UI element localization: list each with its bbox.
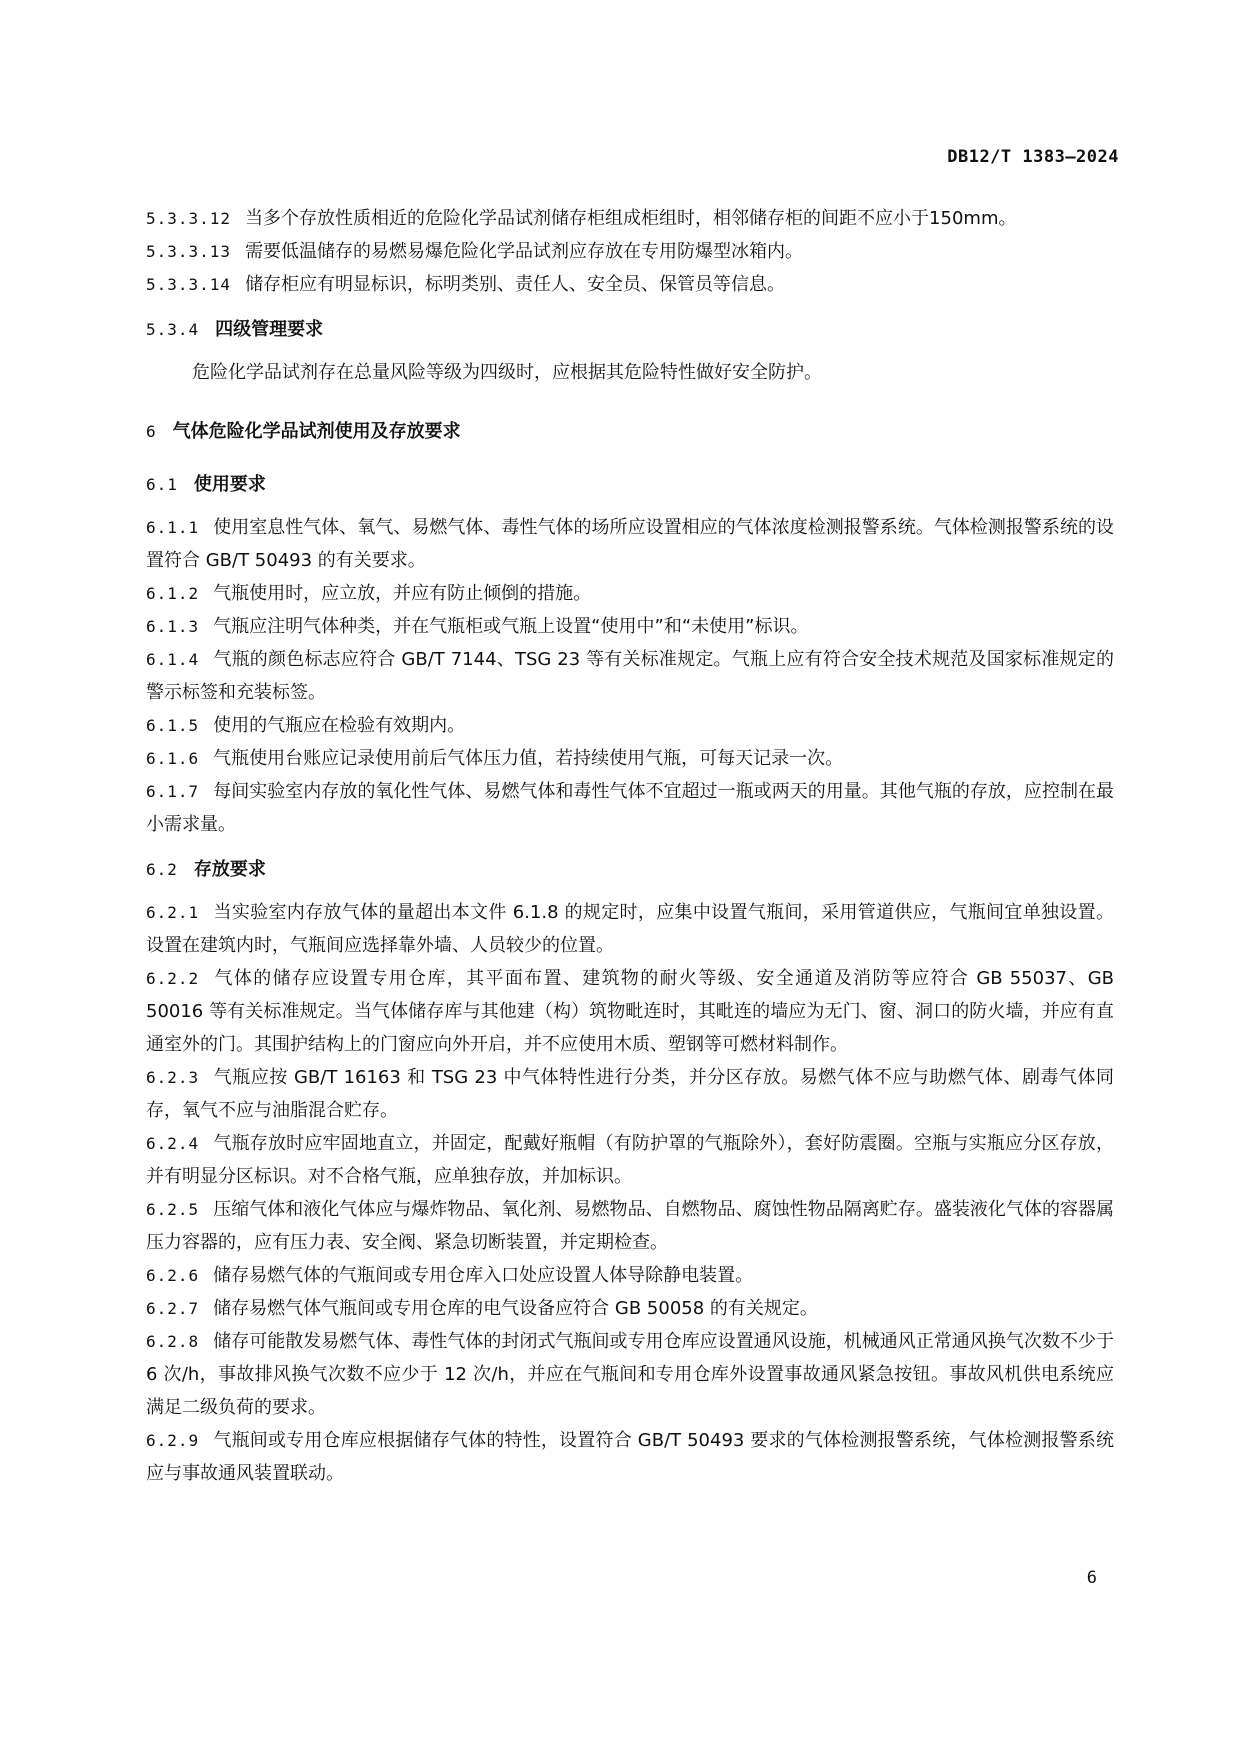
- clause-text: 气瓶应注明气体种类，并在气瓶柜或气瓶上设置“使用中”和“未使用”标识。: [213, 616, 809, 637]
- clause-text: 使用室息性气体、氧气、易燃气体、毒性气体的场所应设置相应的气体浓度检测报警系统。气体检测报警系统的设置符合 GB/T 50493 的有关要求。: [146, 517, 1114, 571]
- chapter-title: 气体危险化学品试剂使用及存放要求: [172, 421, 461, 442]
- clause-6-2-5: [146, 1193, 1114, 1259]
- clause-number: 6.1.2: [146, 584, 200, 603]
- clause-6-1-2: [146, 577, 1114, 610]
- clause-6-2-1: [146, 896, 1114, 962]
- section-title: 存放要求: [193, 859, 266, 880]
- clause-number: 6.2.5: [146, 1200, 200, 1219]
- clause-6-1-3: [146, 610, 1114, 643]
- clause-text: 储存易燃气体气瓶间或专用仓库的电气设备应符合 GB 50058 的有关规定。: [213, 1298, 818, 1319]
- section-heading-5-3-4: [146, 313, 1114, 346]
- clause-6-2-7: [146, 1292, 1114, 1325]
- clause-6-2-8: [146, 1325, 1114, 1424]
- clause-number: 6.1.7: [146, 782, 200, 801]
- chapter-number: 6: [146, 422, 157, 441]
- page-number: 6: [1086, 1568, 1097, 1588]
- clause-6-1-6: [146, 742, 1114, 775]
- clause-6-1-1: [146, 511, 1114, 577]
- clause-6-1-4: [146, 643, 1114, 709]
- section-number: 5.3.4: [146, 320, 200, 339]
- clause-5-3-3-13: [146, 235, 1114, 268]
- clause-text: 气瓶应按 GB/T 16163 和 TSG 23 中气体特性进行分类，并分区存放。易燃气体不应与助燃气体、剧毒气体同存，氧气不应与油脂混合贮存。: [146, 1067, 1114, 1121]
- section-number: 6.1: [146, 475, 178, 494]
- clause-number: 6.1.5: [146, 716, 200, 735]
- clause-number: 6.2.3: [146, 1068, 200, 1087]
- clause-text: 气瓶存放时应牢固地直立，并固定，配戴好瓶帽（有防护罩的气瓶除外），套好防震圈。空瓶与实瓶应分区存放，并有明显分区标识。对不合格气瓶，应单独存放，并加标识。: [146, 1133, 1114, 1187]
- clause-number: 5.3.3.14: [146, 275, 232, 294]
- clause-number: 6.1.1: [146, 518, 200, 537]
- chapter-heading-6: [146, 415, 1114, 448]
- clause-text: 气体的储存应设置专用仓库，其平面布置、建筑物的耐火等级、安全通道及消防等应符合 GB 55037、GB 50016 等有关标准规定。当气体储存库与其他建（构）筑物毗连时，其毗连的墙应为无门、窗、洞口的防火墙，并应有直通室外的门。其围护结构上的门窗应向外开启，并不应使用木质、塑钢等可燃材料制作。: [146, 968, 1114, 1055]
- clause-number: 6.2.4: [146, 1134, 200, 1153]
- clause-number: 6.1.6: [146, 749, 200, 768]
- clause-5-3-3-14: [146, 268, 1114, 301]
- clause-number: 5.3.3.13: [146, 242, 232, 261]
- clause-6-1-7: [146, 775, 1114, 841]
- clause-number: 6.2.9: [146, 1431, 200, 1450]
- section-heading-6-1: [146, 468, 1114, 501]
- clause-number: 6.1.3: [146, 617, 200, 636]
- section-number: 6.2: [146, 860, 178, 879]
- clause-text: 气瓶使用时，应立放，并应有防止倾倒的措施。: [213, 583, 592, 604]
- clause-number: 6.2.1: [146, 903, 200, 922]
- section-heading-6-2: [146, 853, 1114, 886]
- clause-number: 6.1.4: [146, 650, 200, 669]
- clause-number: 6.2.2: [146, 969, 200, 988]
- clause-text: 使用的气瓶应在检验有效期内。: [213, 715, 466, 736]
- clause-6-2-2: [146, 962, 1114, 1061]
- section-title: 使用要求: [193, 474, 266, 495]
- clause-text: 当多个存放性质相近的危险化学品试剂储存柜组成柜组时，相邻储存柜的间距不应小于150mm。: [245, 208, 1017, 229]
- section-title: 四级管理要求: [215, 319, 324, 340]
- clause-6-2-6: [146, 1259, 1114, 1292]
- clause-5-3-3-12: [146, 202, 1114, 235]
- clause-number: 5.3.3.12: [146, 209, 232, 228]
- clause-6-2-9: [146, 1424, 1114, 1490]
- clause-text: 每间实验室内存放的氧化性气体、易燃气体和毒性气体不宜超过一瓶或两天的用量。其他气瓶的存放，应控制在最小需求量。: [146, 781, 1114, 835]
- clause-text: 压缩气体和液化气体应与爆炸物品、氧化剂、易燃物品、自燃物品、腐蚀性物品隔离贮存。盛装液化气体的容器属压力容器的，应有压力表、安全阀、紧急切断装置，并定期检查。: [146, 1199, 1114, 1253]
- paragraph-5-3-4: 危险化学品试剂存在总量风险等级为四级时，应根据其危险特性做好安全防护。: [192, 362, 822, 383]
- clause-text: 需要低温储存的易燃易爆危险化学品试剂应存放在专用防爆型冰箱内。: [245, 241, 804, 262]
- clause-6-2-3: [146, 1061, 1114, 1127]
- clause-text: 气瓶使用台账应记录使用前后气体压力值，若持续使用气瓶，可每天记录一次。: [213, 748, 844, 769]
- clause-number: 6.2.7: [146, 1299, 200, 1318]
- clause-number: 6.2.8: [146, 1332, 200, 1351]
- document-body: [146, 202, 1114, 1490]
- document-code: DB12/T 1383—2024: [947, 147, 1119, 167]
- clause-text: 储存柜应有明显标识，标明类别、责任人、安全员、保管员等信息。: [245, 274, 786, 295]
- clause-number: 6.2.6: [146, 1266, 200, 1285]
- clause-6-2-4: [146, 1127, 1114, 1193]
- clause-text: 气瓶的颜色标志应符合 GB/T 7144、TSG 23 等有关标准规定。气瓶上应有符合安全技术规范及国家标准规定的警示标签和充装标签。: [146, 649, 1114, 703]
- clause-text: 气瓶间或专用仓库应根据储存气体的特性，设置符合 GB/T 50493 要求的气体检测报警系统，气体检测报警系统应与事故通风装置联动。: [146, 1430, 1114, 1484]
- clause-6-1-5: [146, 709, 1114, 742]
- clause-text: 储存易燃气体的气瓶间或专用仓库入口处应设置人体导除静电装置。: [213, 1265, 754, 1286]
- clause-text: 当实验室内存放气体的量超出本文件 6.1.8 的规定时，应集中设置气瓶间，采用管道供应，气瓶间宜单独设置。设置在建筑内时，气瓶间应选择靠外墙、人员较少的位置。: [146, 902, 1114, 956]
- clause-text: 储存可能散发易燃气体、毒性气体的封闭式气瓶间或专用仓库应设置通风设施，机械通风正常通风换气次数不少于 6 次/h，事故排风换气次数不应少于 12 次/h，并应在气瓶间和专用仓库外设置事故通风紧急按钮。事故风机供电系统应满足二级负荷的要求。: [146, 1331, 1114, 1418]
